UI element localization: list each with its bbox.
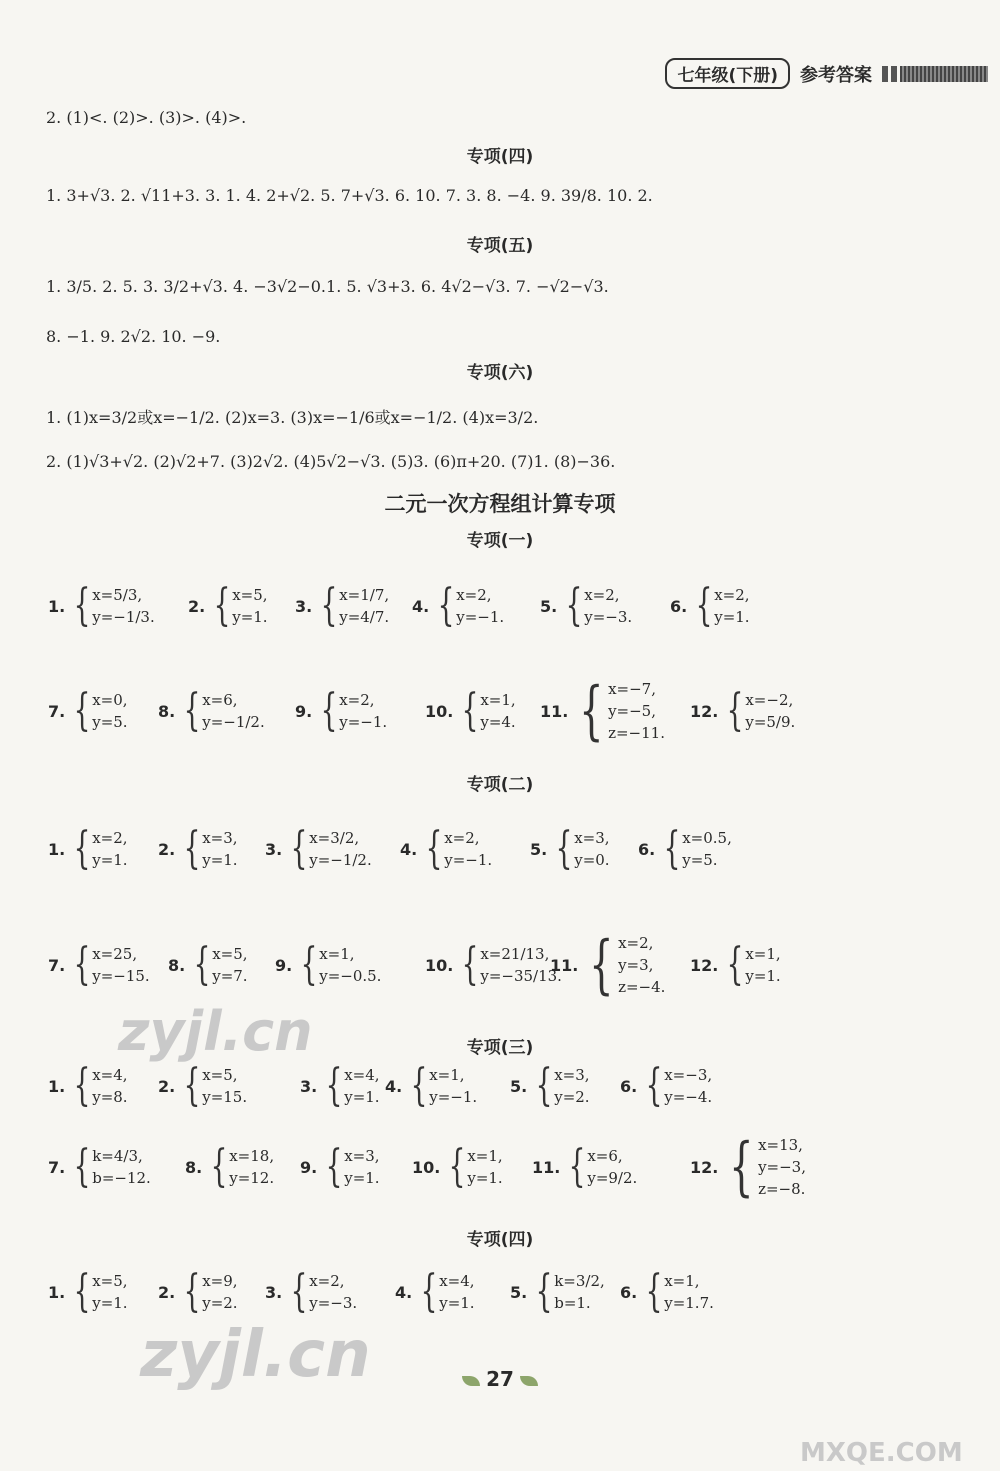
equation-system: [412, 1141, 503, 1192]
equation-row: y=2.: [554, 1088, 590, 1106]
equation-row: y=1.: [202, 851, 238, 869]
section-heading: 专项(五): [466, 236, 534, 256]
equation-row: x=0,: [92, 691, 128, 709]
item-number: 10.: [412, 1157, 441, 1177]
equation-row: y=12.: [229, 1169, 275, 1187]
equation-row: y=1.: [92, 1294, 128, 1312]
brace-icon: {: [73, 1141, 91, 1192]
item-number: 5.: [540, 596, 558, 616]
equation-row: y=5.: [92, 713, 128, 731]
brace-icon: {: [183, 1060, 201, 1111]
equation-row: y=5/9.: [745, 713, 796, 731]
item-number: 3.: [300, 1076, 318, 1096]
equation-row: x=0.5,: [682, 829, 732, 847]
equation-system: [185, 1141, 275, 1192]
equation-row: x=−2,: [745, 691, 794, 709]
equation-row: x=1,: [745, 945, 781, 963]
item-number: 4.: [395, 1282, 413, 1302]
equation-row: b=1.: [554, 1294, 591, 1312]
equation-row: y=1.: [344, 1088, 380, 1106]
section-heading: 专项(三): [466, 1038, 534, 1058]
equation-row: x=2,: [92, 829, 128, 847]
item-number: 10.: [425, 701, 454, 721]
equation-row: y=1.: [232, 608, 268, 626]
equation-row: y=−1.: [444, 851, 493, 869]
brace-icon: {: [565, 580, 583, 631]
equation-row: y=7.: [212, 967, 248, 985]
equation-system: [532, 1141, 638, 1192]
item-number: 9.: [295, 701, 313, 721]
grade-label: 七年级(下册): [665, 58, 790, 89]
brace-icon: {: [320, 580, 338, 631]
equation-system: [158, 1266, 238, 1317]
item-number: 11.: [550, 955, 579, 975]
equation-system: [670, 580, 750, 631]
equation-system: [275, 939, 382, 990]
equation-row: y=2.: [202, 1294, 238, 1312]
equation-system: [385, 1060, 478, 1111]
section-heading: 专项(四): [466, 147, 534, 167]
equation-row: x=2,: [584, 586, 620, 604]
item-number: 6.: [638, 839, 656, 859]
equation-system: [265, 1266, 358, 1317]
equation-row: y=1.: [714, 608, 750, 626]
equation-system: [540, 580, 633, 631]
item-number: 11.: [532, 1157, 561, 1177]
item-number: 2.: [188, 596, 206, 616]
equation-row: z=−4.: [618, 978, 666, 996]
equation-system: [510, 1266, 605, 1317]
equation-row: y=−3,: [758, 1158, 806, 1176]
brace-icon: {: [420, 1266, 438, 1317]
answer-line: 2. (1)√3+√2. (2)√2+7. (3)2√2. (4)5√2−√3. (5)3. (6)π+20. (7)1. (8)−36.: [46, 452, 616, 471]
equation-row: x=2,: [456, 586, 492, 604]
equation-row: x=4,: [344, 1066, 380, 1084]
item-number: 1.: [48, 1282, 66, 1302]
equation-system: [550, 928, 666, 1002]
equation-row: x=2,: [339, 691, 375, 709]
equation-row: k=4/3,: [92, 1147, 143, 1165]
equation-system: [300, 1060, 380, 1111]
equation-system: [300, 1141, 380, 1192]
brace-icon: {: [73, 685, 91, 736]
brace-icon: {: [589, 928, 614, 1002]
equation-row: y=−1/2.: [202, 713, 265, 731]
equation-row: x=2,: [444, 829, 480, 847]
equation-row: x=2,: [309, 1272, 345, 1290]
item-number: 1.: [48, 1076, 66, 1096]
equation-row: x=1,: [467, 1147, 503, 1165]
equation-row: y=1.: [92, 851, 128, 869]
leaf-icon: [520, 1376, 538, 1386]
item-number: 9.: [300, 1157, 318, 1177]
equation-system: [620, 1060, 713, 1111]
equation-row: y=−1.: [456, 608, 505, 626]
equation-row: x=3,: [344, 1147, 380, 1165]
item-number: 8.: [185, 1157, 203, 1177]
equation-system: [620, 1266, 714, 1317]
equation-system: [158, 823, 238, 874]
equation-system: [48, 1141, 151, 1192]
equation-row: x=9,: [202, 1272, 238, 1290]
equation-system: [168, 939, 248, 990]
equation-system: [412, 580, 505, 631]
section-heading: 专项(四): [466, 1230, 534, 1250]
item-number: 7.: [48, 701, 66, 721]
item-number: 4.: [385, 1076, 403, 1096]
equation-row: y=−0.5.: [319, 967, 382, 985]
answer-line: 1. 3+√3. 2. √11+3. 3. 1. 4. 2+√2. 5. 7+√3. 6. 10. 7. 3. 8. −4. 9. 39/8. 10. 2.: [46, 186, 653, 205]
header-decoration: [882, 66, 988, 82]
equation-row: x=25,: [92, 945, 138, 963]
brace-icon: {: [663, 823, 681, 874]
equation-row: z=−8.: [758, 1180, 806, 1198]
equation-row: x=1,: [480, 691, 516, 709]
item-number: 5.: [510, 1282, 528, 1302]
section-heading: 专项(二): [466, 775, 534, 795]
equation-system: [158, 1060, 248, 1111]
equation-system: [265, 823, 372, 874]
brace-icon: {: [461, 939, 479, 990]
equation-row: y=−4.: [664, 1088, 713, 1106]
equation-system: [530, 823, 610, 874]
item-number: 4.: [412, 596, 430, 616]
item-number: 2.: [158, 1282, 176, 1302]
brace-icon: {: [461, 685, 479, 736]
watermark: zyjl.cn: [140, 1318, 371, 1392]
equation-row: x=3,: [574, 829, 610, 847]
equation-row: x=3/2,: [309, 829, 360, 847]
equation-row: y=1.: [344, 1169, 380, 1187]
equation-row: y=−35/13.: [480, 967, 562, 985]
watermark: MXQE.COM: [800, 1438, 963, 1468]
answer-line: 2. (1)<. (2)>. (3)>. (4)>.: [46, 108, 247, 127]
equation-row: y=4.: [480, 713, 516, 731]
brace-icon: {: [73, 823, 91, 874]
brace-icon: {: [183, 685, 201, 736]
page-header: [665, 58, 988, 89]
brace-icon: {: [645, 1060, 663, 1111]
equation-system: [540, 674, 665, 748]
brace-icon: {: [210, 1141, 228, 1192]
equation-row: k=3/2,: [554, 1272, 605, 1290]
brace-icon: {: [213, 580, 231, 631]
equation-row: x=−3,: [664, 1066, 713, 1084]
equation-system: [48, 1060, 128, 1111]
equation-row: x=1,: [664, 1272, 700, 1290]
equation-system: [638, 823, 732, 874]
item-number: 1.: [48, 596, 66, 616]
equation-system: [48, 580, 155, 631]
equation-system: [295, 685, 388, 736]
item-number: 12.: [690, 1157, 719, 1177]
equation-row: x=4,: [439, 1272, 475, 1290]
brace-icon: {: [73, 1060, 91, 1111]
item-number: 5.: [530, 839, 548, 859]
equation-system: [295, 580, 390, 631]
brace-icon: {: [555, 823, 573, 874]
answer-line: 1. (1)x=3/2或x=−1/2. (2)x=3. (3)x=−1/6或x=−1/2. (4)x=3/2.: [46, 408, 539, 427]
equation-row: x=5,: [202, 1066, 238, 1084]
equation-row: y=1.: [745, 967, 781, 985]
equation-row: y=3,: [618, 956, 654, 974]
brace-icon: {: [320, 685, 338, 736]
answer-line: 8. −1. 9. 2√2. 10. −9.: [46, 327, 221, 346]
equation-system: [425, 939, 562, 990]
item-number: 1.: [48, 839, 66, 859]
equation-row: y=5.: [682, 851, 718, 869]
equation-system: [400, 823, 493, 874]
equation-system: [48, 823, 128, 874]
equation-row: x=6,: [587, 1147, 623, 1165]
brace-icon: {: [300, 939, 318, 990]
brace-icon: {: [695, 580, 713, 631]
header-title: 参考答案: [800, 64, 872, 86]
brace-icon: {: [183, 1266, 201, 1317]
equation-row: y=−1.: [339, 713, 388, 731]
equation-row: y=−15.: [92, 967, 150, 985]
brace-icon: {: [729, 1130, 754, 1204]
equation-system: [48, 939, 150, 990]
equation-system: [690, 685, 796, 736]
item-number: 8.: [158, 701, 176, 721]
brace-icon: {: [726, 939, 744, 990]
equation-row: x=1/7,: [339, 586, 390, 604]
brace-icon: {: [73, 580, 91, 631]
brace-icon: {: [193, 939, 211, 990]
brace-icon: {: [579, 674, 604, 748]
page-number-area: [0, 1367, 1000, 1391]
equation-row: x=2,: [714, 586, 750, 604]
item-number: 12.: [690, 701, 719, 721]
item-number: 10.: [425, 955, 454, 975]
equation-system: [158, 685, 265, 736]
equation-row: y=−3.: [584, 608, 633, 626]
brace-icon: {: [568, 1141, 586, 1192]
equation-row: y=−1.: [429, 1088, 478, 1106]
equation-row: y=1.7.: [664, 1294, 714, 1312]
equation-row: y=−5,: [608, 702, 656, 720]
leaf-icon: [462, 1376, 480, 1386]
brace-icon: {: [726, 685, 744, 736]
brace-icon: {: [437, 580, 455, 631]
item-number: 2.: [158, 1076, 176, 1096]
brace-icon: {: [645, 1266, 663, 1317]
brace-icon: {: [410, 1060, 428, 1111]
equation-system: [425, 685, 516, 736]
answer-line: 1. 3/5. 2. 5. 3. 3/2+√3. 4. −3√2−0.1. 5. √3+3. 6. 4√2−√3. 7. −√2−√3.: [46, 277, 609, 296]
equation-row: x=18,: [229, 1147, 275, 1165]
equation-row: x=4,: [92, 1066, 128, 1084]
brace-icon: {: [73, 939, 91, 990]
item-number: 6.: [620, 1282, 638, 1302]
equation-system: [690, 1130, 806, 1204]
equation-row: y=1.: [439, 1294, 475, 1312]
item-number: 7.: [48, 955, 66, 975]
page-number: 27: [486, 1367, 514, 1391]
equation-row: x=5,: [232, 586, 268, 604]
equation-row: y=9/2.: [587, 1169, 638, 1187]
brace-icon: {: [290, 1266, 308, 1317]
equation-row: x=3,: [202, 829, 238, 847]
item-number: 6.: [670, 596, 688, 616]
item-number: 3.: [265, 839, 283, 859]
equation-row: x=5/3,: [92, 586, 143, 604]
equation-system: [48, 685, 128, 736]
equation-row: z=−11.: [608, 724, 665, 742]
equation-row: y=0.: [574, 851, 610, 869]
brace-icon: {: [325, 1141, 343, 1192]
watermark: zyjl.cn: [118, 1000, 313, 1063]
equation-row: x=6,: [202, 691, 238, 709]
item-number: 11.: [540, 701, 569, 721]
equation-row: b=−12.: [92, 1169, 151, 1187]
equation-row: x=5,: [212, 945, 248, 963]
equation-system: [510, 1060, 590, 1111]
equation-row: x=3,: [554, 1066, 590, 1084]
equation-row: y=−1/3.: [92, 608, 155, 626]
brace-icon: {: [73, 1266, 91, 1317]
equation-row: y=−1/2.: [309, 851, 372, 869]
section-heading: 专项(一): [466, 531, 534, 551]
brace-icon: {: [290, 823, 308, 874]
section-heading: 专项(六): [466, 363, 534, 383]
equation-row: x=13,: [758, 1136, 803, 1154]
item-number: 5.: [510, 1076, 528, 1096]
equation-row: y=15.: [202, 1088, 248, 1106]
equation-row: x=21/13,: [480, 945, 550, 963]
brace-icon: {: [448, 1141, 466, 1192]
equation-row: x=2,: [618, 934, 654, 952]
item-number: 6.: [620, 1076, 638, 1096]
item-number: 12.: [690, 955, 719, 975]
equation-row: x=−7,: [608, 680, 656, 698]
equation-system: [690, 939, 781, 990]
item-number: 8.: [168, 955, 186, 975]
item-number: 9.: [275, 955, 293, 975]
item-number: 3.: [295, 596, 313, 616]
brace-icon: {: [535, 1266, 553, 1317]
equation-row: y=4/7.: [339, 608, 390, 626]
item-number: 7.: [48, 1157, 66, 1177]
equation-row: y=8.: [92, 1088, 128, 1106]
brace-icon: {: [183, 823, 201, 874]
equation-row: y=1.: [467, 1169, 503, 1187]
brace-icon: {: [325, 1060, 343, 1111]
item-number: 3.: [265, 1282, 283, 1302]
chapter-title: 二元一次方程组计算专项: [384, 492, 616, 516]
brace-icon: {: [425, 823, 443, 874]
equation-row: x=1,: [429, 1066, 465, 1084]
item-number: 2.: [158, 839, 176, 859]
equation-system: [188, 580, 268, 631]
brace-icon: {: [535, 1060, 553, 1111]
item-number: 4.: [400, 839, 418, 859]
equation-row: x=5,: [92, 1272, 128, 1290]
equation-system: [48, 1266, 128, 1317]
equation-row: y=−3.: [309, 1294, 358, 1312]
equation-row: x=1,: [319, 945, 355, 963]
equation-system: [395, 1266, 475, 1317]
